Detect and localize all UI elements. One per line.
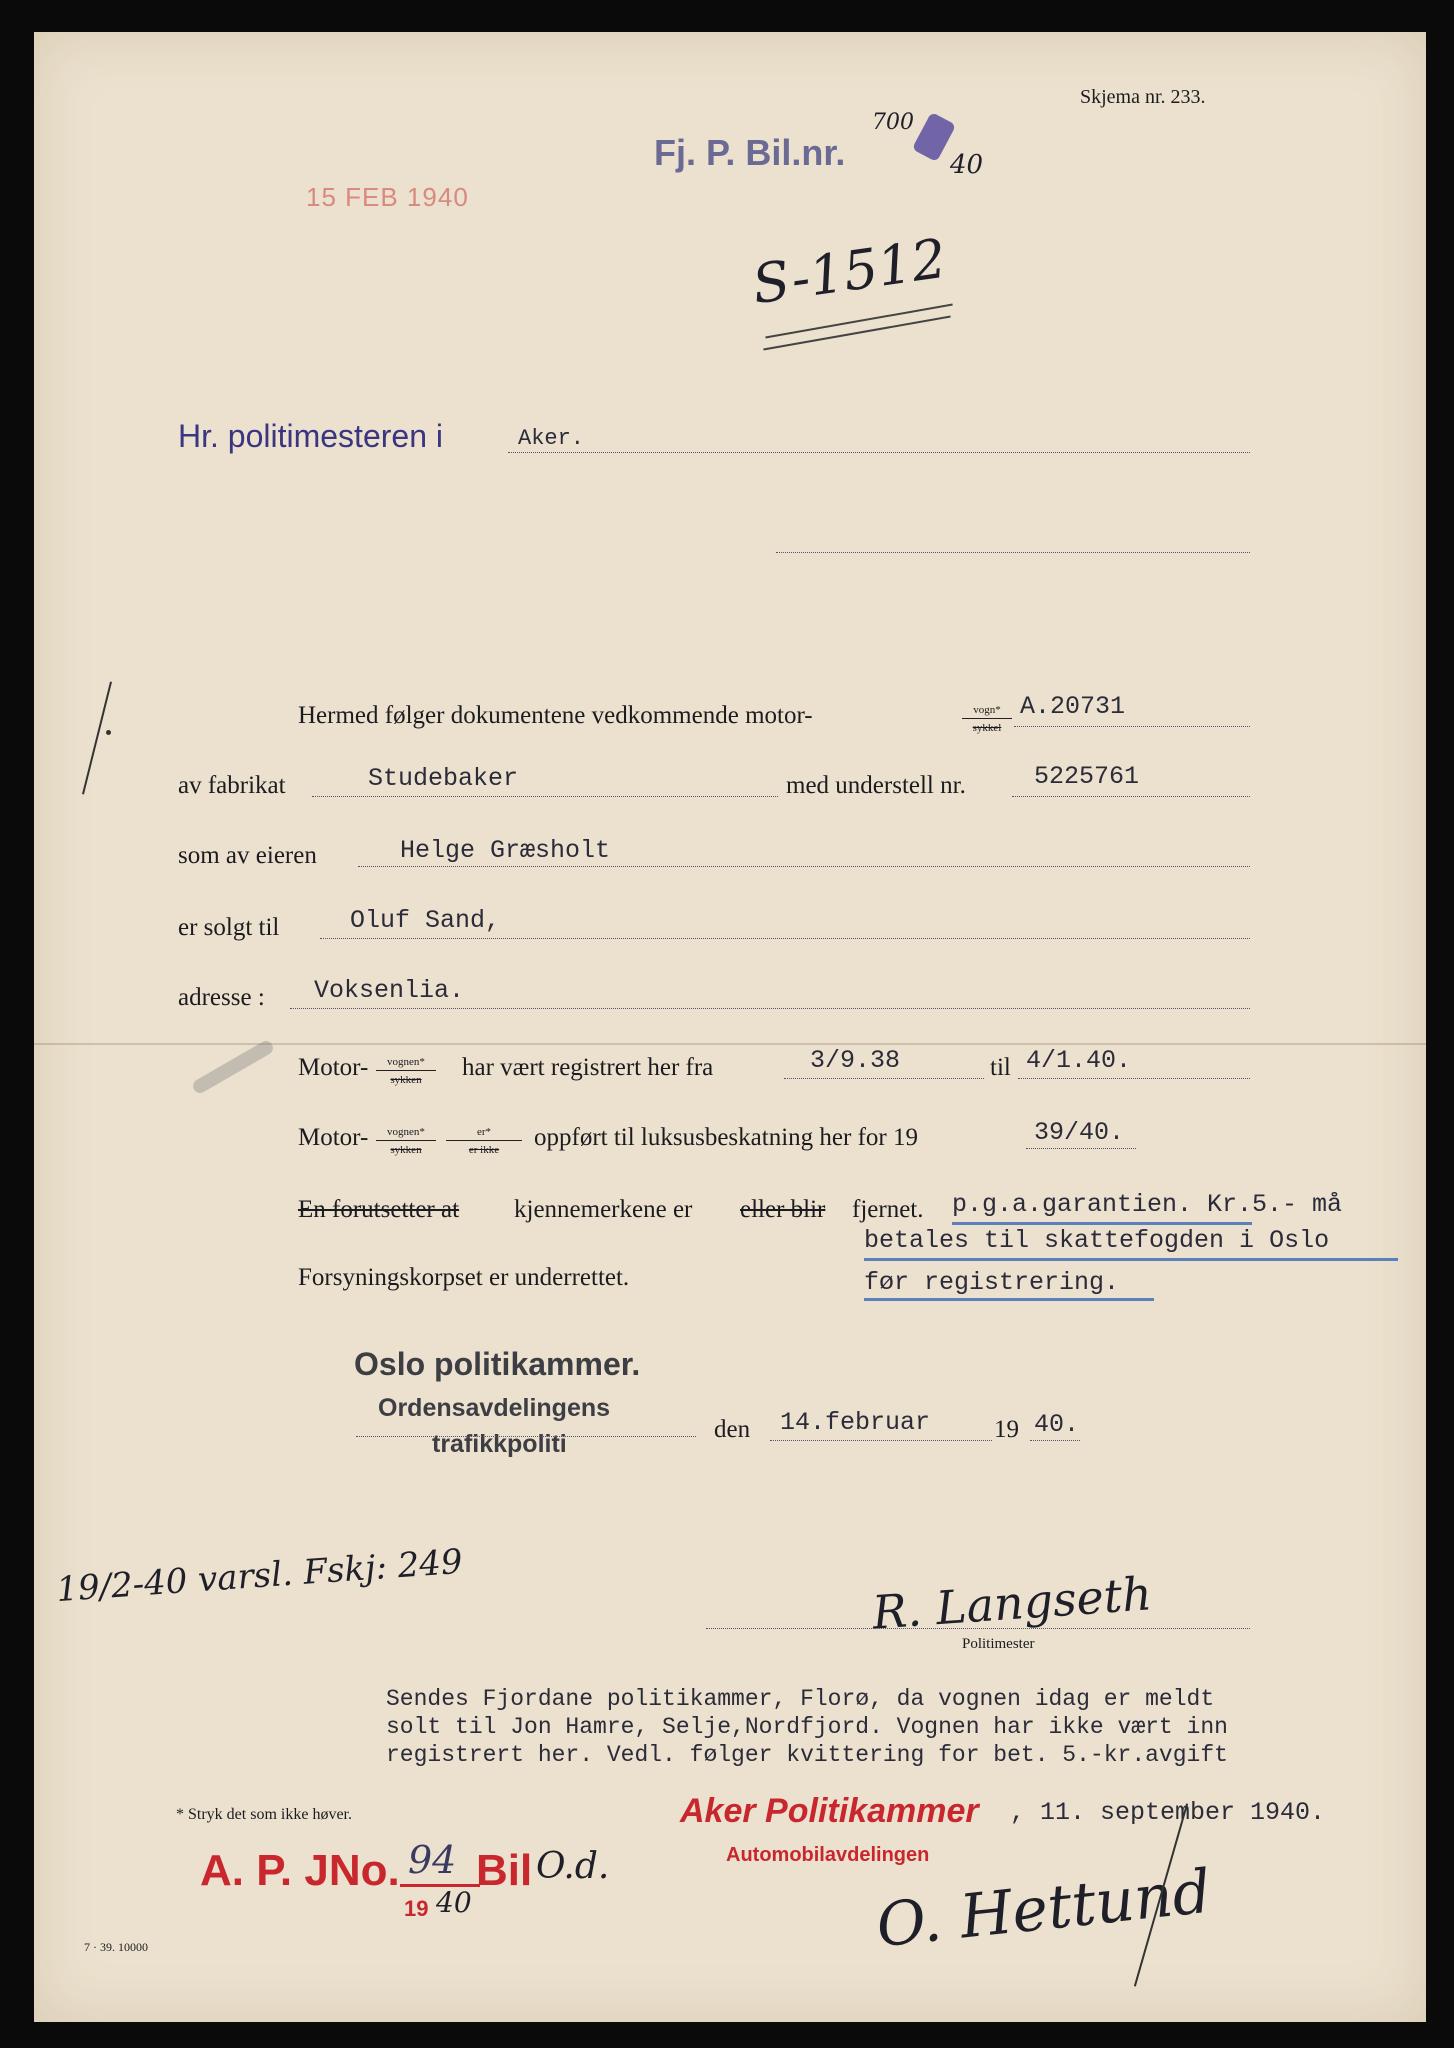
sold-label: er solgt til <box>178 914 280 941</box>
plates-text: kjennemerkene er <box>514 1196 693 1223</box>
signature-2: O. Hettund <box>873 1856 1215 1962</box>
date-line <box>770 1440 992 1441</box>
oslo-stamp-line1: Oslo politikammer. <box>354 1346 641 1382</box>
year-value: 40. <box>1034 1410 1080 1439</box>
vognen-divider-1 <box>376 1070 436 1071</box>
make-value: Studebaker <box>368 764 519 793</box>
vognen-option-2: vognen* <box>387 1126 425 1138</box>
registered-from: 3/9.38 <box>810 1046 901 1075</box>
forwarding-line-1: Sendes Fjordane politikammer, Florø, da vognen idag er meldt <box>386 1686 1215 1712</box>
luxury-value: 39/40. <box>1034 1118 1125 1147</box>
struck-middle: eller blir <box>740 1196 826 1223</box>
aker-stamp-line2: Automobilavdelingen <box>726 1844 930 1866</box>
signature-title: Politimester <box>962 1636 1035 1652</box>
struck-prefix: En forutsetter at <box>298 1196 460 1223</box>
year-prefix: 19 <box>994 1416 1019 1443</box>
vogn-option: vogn* <box>973 704 1001 716</box>
luxury-text: oppført til luksusbeskatning her for 19 <box>534 1124 918 1151</box>
sykkel-option: sykkel <box>972 722 1002 734</box>
luxury-line <box>1026 1148 1136 1149</box>
registered-to: 4/1.40. <box>1026 1046 1132 1075</box>
motor-label-1: Motor- <box>298 1054 369 1081</box>
til-label: til <box>990 1054 1011 1081</box>
vognen-option-1: vognen* <box>387 1056 425 1068</box>
date-label: den <box>714 1416 751 1443</box>
er-ikke-option: er ikke <box>468 1144 500 1156</box>
journal-year-written: 40 <box>436 1886 472 1919</box>
reference-number: S-1512 <box>748 226 951 317</box>
journal-stamp: A. P. JNo. <box>200 1846 400 1895</box>
buyer-address-label: adresse : <box>178 984 265 1011</box>
aker-stamp-line1: Aker Politikammer <box>680 1792 979 1830</box>
forwarding-line-2: solt til Jon Hamre, Selje,Nordfjord. Vognen har ikke vært inn <box>386 1714 1228 1740</box>
sykken-option-1: sykken <box>390 1074 422 1086</box>
typed-note-1: p.g.a.garantien. Kr.5.- må <box>952 1190 1343 1219</box>
note-underline-1 <box>952 1222 1252 1225</box>
fjp-number: 700 <box>872 110 914 135</box>
address-label: Hr. politimesteren i <box>178 418 443 454</box>
typed-note-3: før registrering. <box>864 1268 1120 1297</box>
vognen-divider-2 <box>376 1140 436 1141</box>
intro-text: Hermed følger dokumentene vedkommende motor- <box>298 702 813 729</box>
supply-text: Forsyningskorpset er underrettet. <box>298 1264 630 1291</box>
reg-line <box>1014 726 1250 727</box>
address-line-2 <box>776 552 1250 553</box>
sykken-option-2: sykken <box>390 1144 422 1156</box>
received-date-stamp: 15 FEB 1940 <box>306 182 469 212</box>
journal-handwritten: O.d. <box>536 1846 610 1887</box>
fold-line <box>34 1043 1426 1045</box>
signature-1: R. Langseth <box>870 1566 1154 1640</box>
journal-year-printed: 19 <box>404 1896 429 1921</box>
removed-text: fjernet. <box>852 1196 924 1223</box>
margin-dot <box>106 730 111 735</box>
er-divider <box>446 1140 522 1141</box>
er-option: er* <box>476 1126 492 1138</box>
owner-line <box>358 866 1250 867</box>
stamp-line <box>356 1436 696 1437</box>
print-code: 7 · 39. 10000 <box>84 1940 148 1954</box>
journal-suffix: Bil <box>476 1846 533 1895</box>
chassis-value: 5225761 <box>1034 762 1140 791</box>
address-line <box>508 452 1250 453</box>
oslo-stamp-line3: trafikkpoliti <box>432 1430 567 1458</box>
form-number: Skjema nr. 233. <box>1080 86 1206 108</box>
sold-line <box>320 938 1250 939</box>
oslo-stamp-line2: Ordensavdelingens <box>378 1394 611 1422</box>
fjp-year: 40 <box>950 150 984 180</box>
vogn-divider <box>962 718 1012 719</box>
chassis-label: med understell nr. <box>786 772 966 799</box>
forwarding-line-3: registrert her. Vedl. følger kvittering for bet. 5.-kr.avgift <box>386 1742 1228 1768</box>
year-line <box>1030 1440 1080 1441</box>
from-line <box>784 1078 984 1079</box>
chassis-line <box>1012 796 1250 797</box>
to-line <box>1018 1078 1250 1079</box>
registration-number: A.20731 <box>1020 692 1126 721</box>
motor-label-2: Motor- <box>298 1124 369 1151</box>
registered-text: har vært registrert her fra <box>462 1054 714 1081</box>
sold-value: Oluf Sand, <box>350 906 501 935</box>
address-value: Aker. <box>518 426 585 451</box>
fjp-stamp: Fj. P. Bil.nr. <box>654 132 846 173</box>
owner-label: som av eieren <box>178 842 317 869</box>
note-underline-3 <box>864 1298 1154 1301</box>
buyer-address-value: Voksenlia. <box>314 976 465 1005</box>
make-label: av fabrikat <box>178 772 286 799</box>
forwarding-date: , 11. september 1940. <box>1010 1798 1326 1827</box>
owner-value: Helge Græsholt <box>400 836 611 865</box>
make-line <box>312 796 778 797</box>
date-value: 14.februar <box>780 1408 931 1437</box>
journal-number: 94 <box>408 1838 457 1882</box>
buyer-address-line <box>290 1008 1250 1009</box>
typed-note-2: betales til skattefogden i Oslo <box>864 1226 1330 1255</box>
footnote: * Stryk det som ikke høver. <box>176 1806 352 1823</box>
margin-note: 19/2-40 varsl. Fskj: 249 <box>55 1541 464 1611</box>
signature-line <box>706 1628 1250 1629</box>
note-underline-2 <box>864 1258 1398 1261</box>
